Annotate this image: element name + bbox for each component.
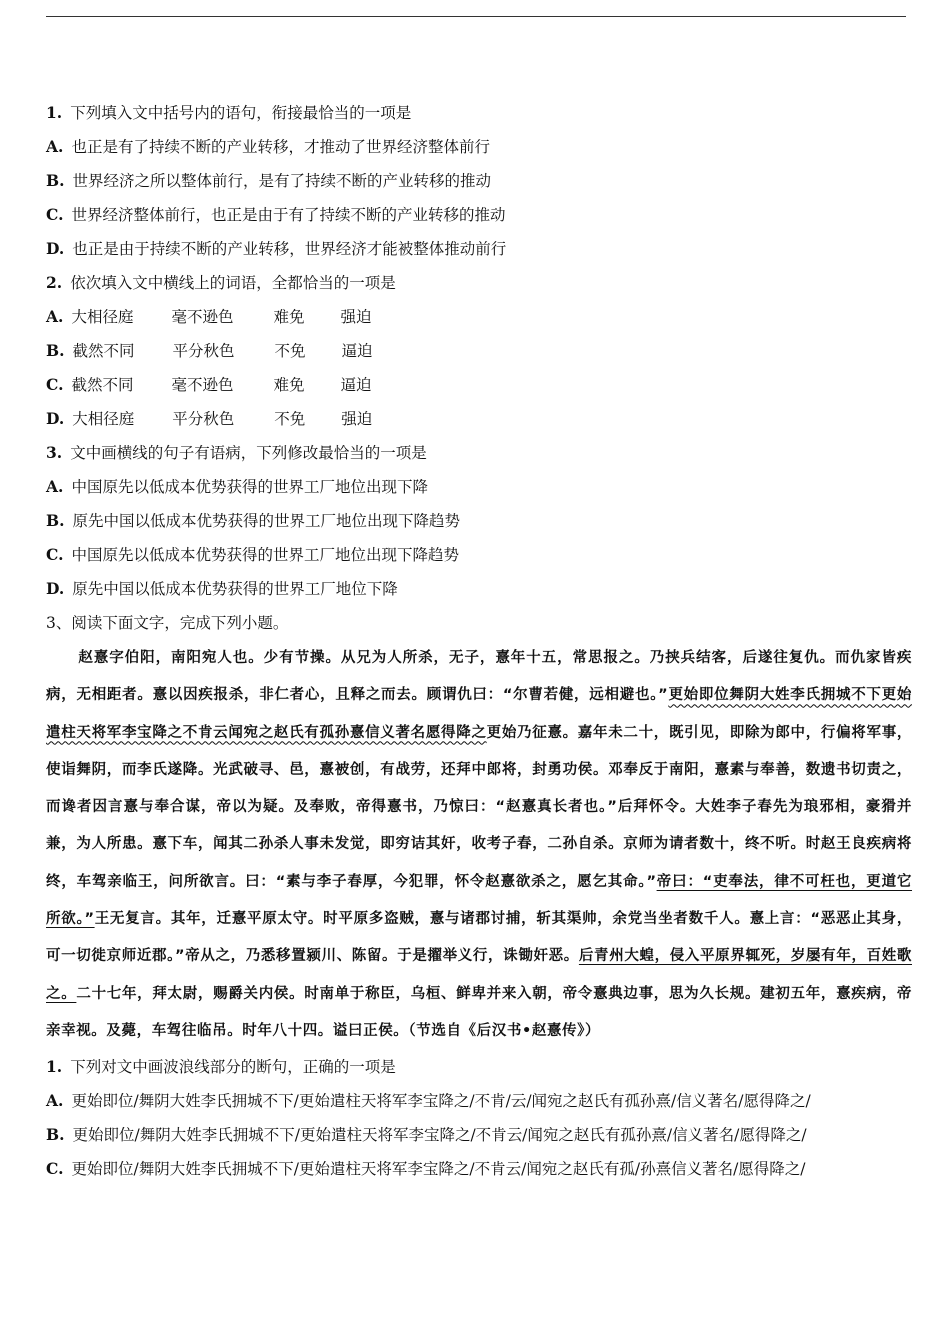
header-rule <box>46 16 906 17</box>
option-line: A. 也正是有了持续不断的产业转移，才推动了世界经济整体前行 <box>46 137 490 156</box>
option-line: C. 中国原先以低成本优势获得的世界工厂地位出现下降趋势 <box>46 545 459 564</box>
wavy-underlined-text: 更始即位舞阴大姓李氏拥城不下更始遣柱天将军李宝降之不肯云闻宛之赵氏有孤孙憙信义著名愿得降之 <box>46 687 912 741</box>
option-line: B. 原先中国以低成本优势获得的世界工厂地位出现下降趋势 <box>46 511 461 530</box>
passage-text: 王无复言。其年，迁憙平原太守。时平原多盗贼，憙与诸郡讨捕，斩其渠帅，余党当坐者数千人。憙上言：“恶恶止其身，可一切徙京师近郡。”帝从之，乃悉移置颍川、陈留。于是擢举义行，诛锄奸恶。 <box>46 911 912 965</box>
question-line: 3. 文中画横线的句子有语病，下列修改最恰当的一项是 <box>46 443 427 462</box>
option-line: D. 也正是由于持续不断的产业转移，世界经济才能被整体推动前行 <box>46 239 507 258</box>
option-line: C. 世界经济整体前行，也正是由于有了持续不断的产业转移的推动 <box>46 205 506 224</box>
question-line: 1. 下列填入文中括号内的语句，衔接最恰当的一项是 <box>46 103 412 122</box>
option-line: D. 原先中国以低成本优势获得的世界工厂地位下降 <box>46 579 398 598</box>
question-line: 1. 下列对文中画波浪线部分的断句，正确的一项是 <box>46 1057 396 1077</box>
option-line: A. 中国原先以低成本优势获得的世界工厂地位出现下降 <box>46 477 428 496</box>
option-line: B. 更始即位/舞阴大姓李氏拥城不下/更始遣柱天将军李宝降之/不肯云/闻宛之赵氏有孤孙熹/信义著名/愿得降之/ <box>46 1125 807 1145</box>
word-option-line: C. 截然不同 毫不逊色 难免 逼迫 <box>46 375 372 394</box>
question-line: 2. 依次填入文中横线上的词语，全都恰当的一项是 <box>46 273 396 292</box>
word-option-line: D. 大相径庭 平分秋色 不免 强迫 <box>46 409 373 428</box>
option-line: C. 更始即位/舞阴大姓李氏拥城不下/更始遣柱天将军李宝降之/不肯云/闻宛之赵氏有孤/孙熹信义著名/愿得降之/ <box>46 1159 806 1179</box>
word-option-line: A. 大相径庭 毫不逊色 难免 强迫 <box>46 307 372 326</box>
option-line: B. 世界经济之所以整体前行，是有了持续不断的产业转移的推动 <box>46 171 492 190</box>
passage-text: 更始乃征憙。嘉年未二十，既引见，即除为郎中，行偏将军事，使诣舞阴，而李氏遂降。光武破寻、邑，憙被创，有战劳，还拜中郎将，封勇功侯。邓奉反于南阳，憙素与奉善，数遗书切责之，而谗者因言憙与奉合谋，帝以为疑。及奉败，帝得憙书，乃惊曰：“赵憙真长者也。”后拜怀令。大姓李子春先为琅邪相，豪猾并兼，为人所患。憙下车，闻其二孙杀人事未发觉，即穷诘其奸，收考子春，二孙自杀。京师为请者数十，终不听。时赵王良疾病将终，车驾亲临王，问所欲言。曰：“素与李子春厚，今犯罪，怀令赵憙欲杀之，愿乞其命。” <box>46 724 912 890</box>
document-body <box>46 96 912 1186</box>
option-line: A. 更始即位/舞阴大姓李氏拥城不下/更始遣柱天将军李宝降之/不肯/云/闻宛之赵氏有孤孙熹/信义著名/愿得降之/ <box>46 1091 811 1111</box>
section-heading: 3、阅读下面文字，完成下列小题。 <box>46 614 289 632</box>
passage-text: 二十七年，拜太尉，赐爵关内侯。时南单于称臣，乌桓、鲜卑并来入朝，帝令憙典边事，思为久长规。建初五年，憙疾病，帝亲幸视。及薨，车驾往临吊。时年八十四。谥曰正侯。（节选自《后汉书•赵憙传》） <box>46 985 912 1039</box>
underlined-sentence: 后青州大蝗，侵入平原界辄死，岁屡有年，百姓歌之。 <box>46 948 912 1002</box>
word-option-line: B. 截然不同 平分秋色 不免 逼迫 <box>46 341 373 360</box>
passage-text: 赵憙字伯阳，南阳宛人也。少有节操。从兄为人所杀，无子，憙年十五，常思报之。乃挟兵结客，后遂往复仇。而仇家皆疾病，无相距者。憙以因疾报杀，非仁者心，且释之而去。顾谓仇曰：“尔曹若健，远相避也。” <box>46 650 912 704</box>
underlined-sentence: 帝曰：“吏奉法，律不可枉也，更道它所欲。” <box>46 873 913 928</box>
reading-passage <box>46 640 912 1050</box>
